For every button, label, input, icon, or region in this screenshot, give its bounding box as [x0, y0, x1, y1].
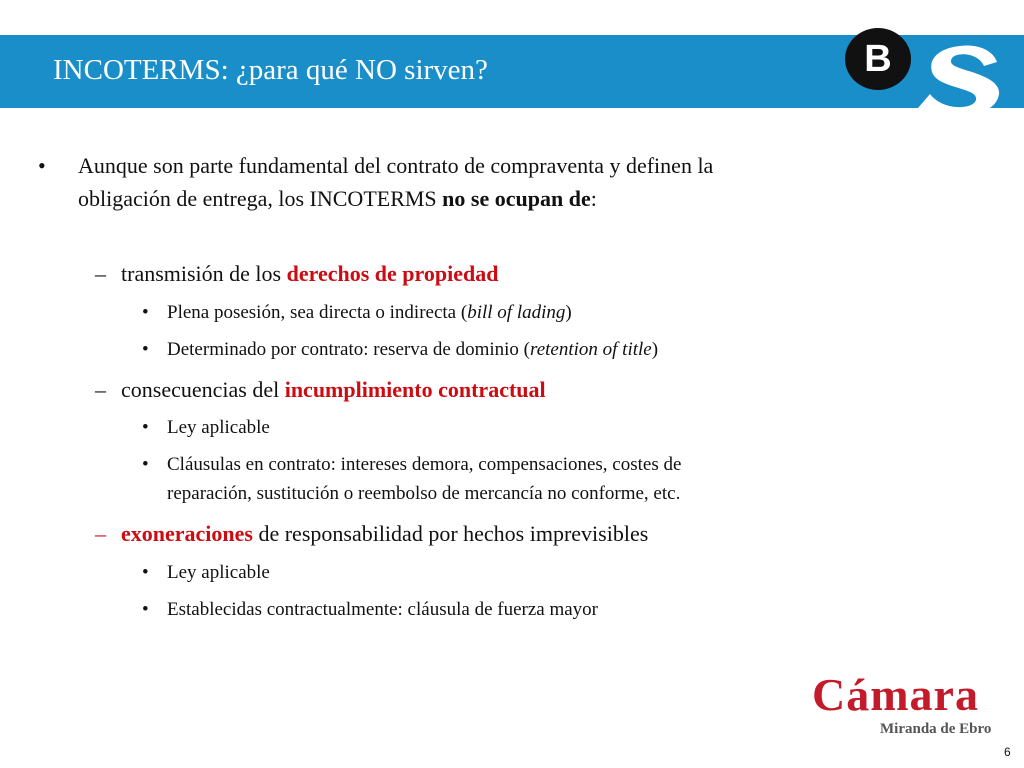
main-bullet-line-1: Aunque son parte fundamental del contrato de compraventa y definen la	[78, 153, 714, 178]
main-bullet-line-2	[78, 186, 597, 212]
sub-bullet-marker: •	[142, 302, 149, 323]
main-bullet-line-2-end: :	[590, 186, 597, 211]
section1-text: transmisión de los	[121, 261, 287, 286]
section2-highlight: incumplimiento contractual	[284, 377, 546, 402]
slide-title: INCOTERMS: ¿para qué NO sirven?	[53, 54, 488, 86]
section3-highlight: exoneraciones	[121, 521, 253, 546]
main-bullet-marker: •	[38, 153, 46, 178]
item-italic: retention of title	[530, 339, 652, 360]
section2-dash: –	[95, 377, 106, 402]
sub-bullet-marker: •	[142, 454, 149, 475]
section1-item-2	[167, 339, 658, 361]
item-text: Determinado por contrato: reserva de dominio (	[167, 339, 530, 360]
sub-bullet-marker: •	[142, 417, 149, 438]
camara-wordmark: Cámara	[812, 669, 979, 720]
section2-item-2-line-2: reparación, sustitución o reembolso de mercancía no conforme, etc.	[167, 483, 681, 504]
section3-item-1: Ley aplicable	[167, 562, 270, 583]
bs-logo-s-icon	[912, 40, 1007, 115]
main-bullet-line-2-text: obligación de entrega, los INCOTERMS	[78, 186, 443, 211]
section3-item-2: Establecidas contractualmente: cláusula de fuerza mayor	[167, 599, 598, 620]
bs-logo-b-circle	[845, 28, 911, 90]
item-end: )	[565, 302, 572, 323]
section1-heading	[121, 261, 499, 287]
section1-item-1	[167, 302, 572, 324]
section3-heading	[121, 521, 648, 547]
sub-bullet-marker: •	[142, 599, 149, 620]
item-italic: bill of lading	[467, 302, 566, 323]
section3-text: de responsabilidad por hechos imprevisibles	[252, 521, 649, 546]
section3-dash: –	[95, 521, 106, 546]
item-text: Plena posesión, sea directa o indirecta (	[167, 302, 468, 323]
page-number: 6	[1004, 745, 1011, 759]
section2-item-1: Ley aplicable	[167, 417, 270, 438]
section1-dash: –	[95, 261, 106, 286]
section2-text: consecuencias del	[121, 377, 285, 402]
sub-bullet-marker: •	[142, 339, 149, 360]
item-end: )	[651, 339, 659, 360]
logo-b-letter: B	[864, 37, 892, 80]
camara-miranda-logo	[812, 669, 1002, 746]
section2-item-2-line-1: Cláusulas en contrato: intereses demora, compensaciones, costes de	[167, 454, 682, 475]
section1-highlight: derechos de propiedad	[286, 261, 499, 286]
camara-subtitle: Miranda de Ebro	[880, 721, 992, 737]
section2-heading	[121, 377, 546, 403]
main-bullet-bold: no se ocupan de	[442, 186, 591, 211]
sub-bullet-marker: •	[142, 562, 149, 583]
